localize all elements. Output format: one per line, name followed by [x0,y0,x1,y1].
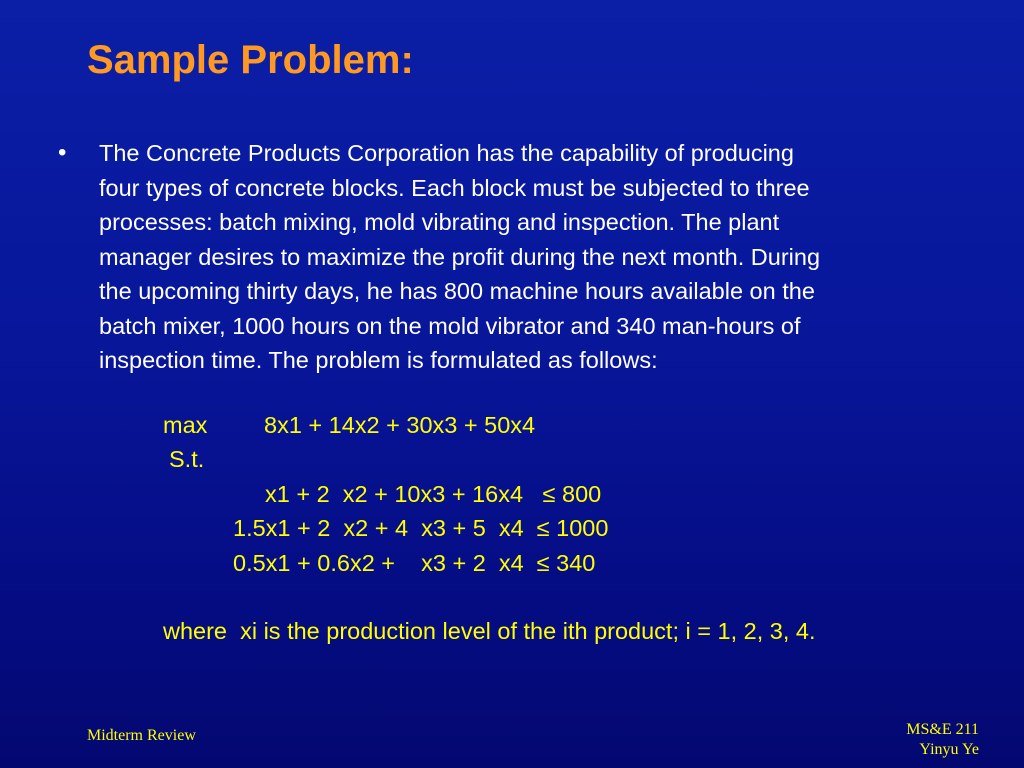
objective-label: max [163,412,208,438]
paragraph-line: inspection time. The problem is formulated as follows: [99,347,658,373]
paragraph-line: The Concrete Products Corporation has the capability of producing [99,140,794,166]
footer-author: Yinyu Ye [919,741,979,758]
constraint-vibrating: 1.5x1 + 2 x2 + 4 x3 + 5 x4 ≤ 1000 [233,515,609,541]
bullet-point: • [58,139,67,166]
constraint-inspection: 0.5x1 + 0.6x2 + x3 + 2 x4 ≤ 340 [233,550,596,576]
paragraph-line: processes: batch mixing, mold vibrating and inspection. The plant [99,209,780,235]
variable-definition: where xi is the production level of the ith product; i = 1, 2, 3, 4. [163,618,816,644]
paragraph-line: batch mixer, 1000 hours on the mold vibrator and 340 man-hours of [99,312,801,339]
problem-description [99,136,999,378]
footer-course-section: Midterm Review [87,727,196,744]
slide-title: Sample Problem: [87,38,414,82]
objective-function: 8x1 + 14x2 + 30x3 + 50x4 [264,412,536,438]
paragraph-line: the upcoming thirty days, he has 800 machine hours available on the [99,278,815,304]
subject-to-label: S.t. [169,446,205,472]
constraint-mixing: x1 + 2 x2 + 10x3 + 16x4 ≤ 800 [265,481,602,507]
footer-course-code: MS&E 211 [906,721,979,738]
paragraph-line: four types of concrete blocks. Each block must be subjected to three [99,174,810,201]
footer-course-info [906,720,979,760]
paragraph-line: manager desires to maximize the profit during the next month. During [99,243,821,270]
